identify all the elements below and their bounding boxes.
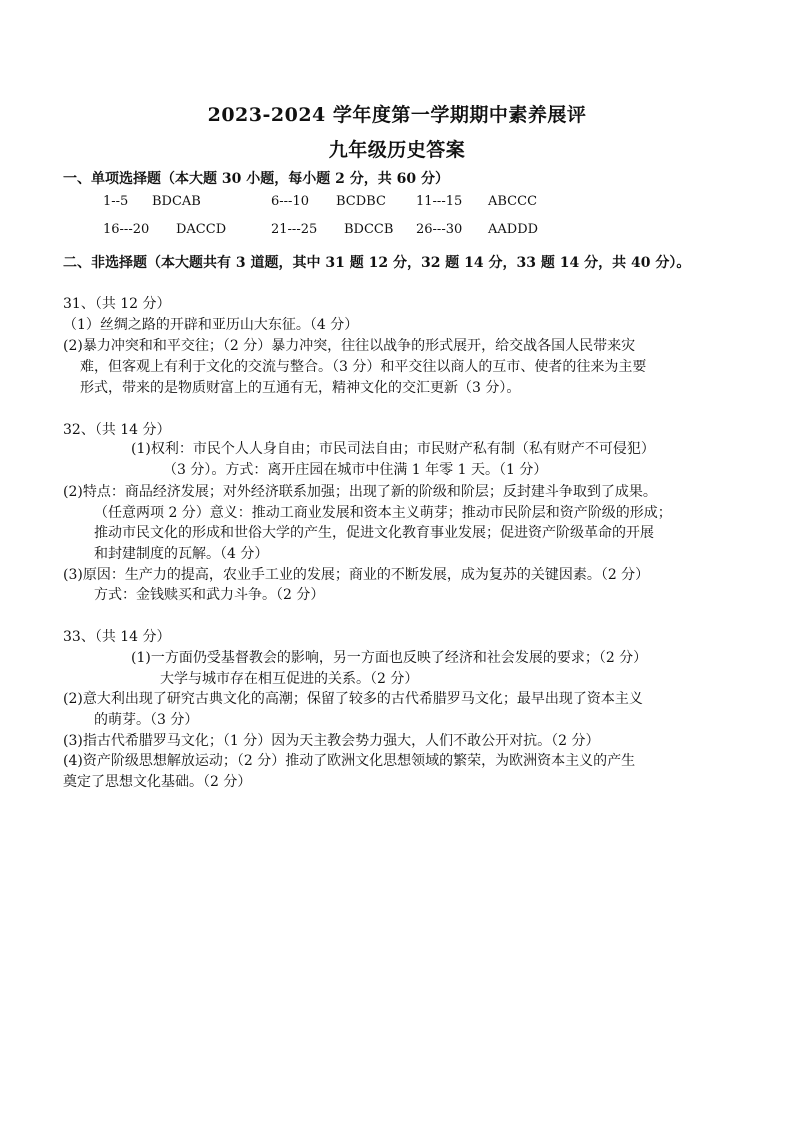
q33-line: (3)指古代希腊罗马文化；（1 分）因为天主教会势力强大，人们不敢公开对抗。（2 分） [63,733,600,749]
mcq-answer: BCDBC [336,194,386,209]
mcq-range: 16---20 [103,222,150,237]
q31-line: （1）丝绸之路的开辟和亚历山大东征。（4 分） [63,317,359,333]
q32-line: (3)原因：生产力的提高，农业手工业的发展；商业的不断发展，成为复苏的关键因素。（2 分） [63,567,650,583]
q31-header: 31、（共 12 分） [63,296,171,312]
q32-line: （3 分）。方式：离开庄园在城市中住满 1 年零 1 天。（1 分） [163,462,548,478]
q33-line: (2)意大利出现了研究古典文化的高潮；保留了较多的古代希腊罗马文化；最早出现了资本主义 [63,691,643,707]
q32-header: 32、（共 14 分） [63,422,171,438]
mcq-answer: ABCCC [488,194,538,209]
exam-title: 2023-2024 学年度第一学期期中素养展评 [207,104,587,126]
q33-line: 大学与城市存在相互促进的关系。（2 分） [160,671,419,687]
q32-line: 和封建制度的瓦解。（4 分） [94,546,269,562]
mcq-answer: BDCCB [344,222,394,237]
q31-line: 难，但客观上有利于文化的交流与整合。（3 分）和平交往以商人的互市、使者的往来为主要 [80,359,647,375]
q32-line: (2)特点：商品经济发展；对外经济联系加强；出现了新的阶级和阶层；反封建斗争取到了成果。 [63,484,657,500]
q33-line: (4)资产阶级思想解放运动；（2 分）推动了欧洲文化思想领域的繁荣，为欧洲资本主义的产生 [63,753,636,769]
section2-heading: 二、非选择题（本大题共有 3 道题，其中 31 题 12 分，32 题 14 分，33 题 14 分，共 40 分）。 [63,255,691,271]
q33-line: 奠定了思想文化基础。（2 分） [63,774,252,790]
section1-heading: 一、单项选择题（本大题 30 小题，每小题 2 分，共 60 分） [63,171,449,187]
q32-line: (1)权利：市民个人人身自由；市民司法自由；市民财产私有制（私有财产不可侵犯） [131,441,655,457]
mcq-range: 1--5 [103,194,129,209]
q32-line: 推动市民文化的形成和世俗大学的产生，促进文化教育事业发展；促进资产阶级革命的开展 [94,525,654,541]
mcq-range: 21---25 [271,222,318,237]
mcq-answer: BDCAB [152,194,201,209]
mcq-answer: AADDD [488,222,539,237]
q31-line: (2)暴力冲突和和平交往；（2 分）暴力冲突，往往以战争的形式展开，给交战各国人民带来灾 [63,338,636,354]
q33-line: 的萌芽。（3 分） [94,712,199,728]
mcq-answer: DACCD [176,222,227,237]
q33-line: (1)一方面仍受基督教会的影响，另一方面也反映了经济和社会发展的要求；（2 分） [131,650,648,666]
mcq-range: 6---10 [271,194,309,209]
exam-subtitle: 九年级历史答案 [328,139,466,161]
q32-line: 方式：金钱赎买和武力斗争。（2 分） [94,587,325,603]
mcq-range: 26---30 [416,222,463,237]
q32-line: （任意两项 2 分）意义：推动工商业发展和资本主义萌芽；推动市民阶层和资产阶级的形成； [94,505,672,521]
mcq-range: 11---15 [416,194,463,209]
q31-line: 形式，带来的是物质财富上的互通有无，精神文化的交汇更新（3 分）。 [80,380,521,396]
q33-header: 33、（共 14 分） [63,629,171,645]
